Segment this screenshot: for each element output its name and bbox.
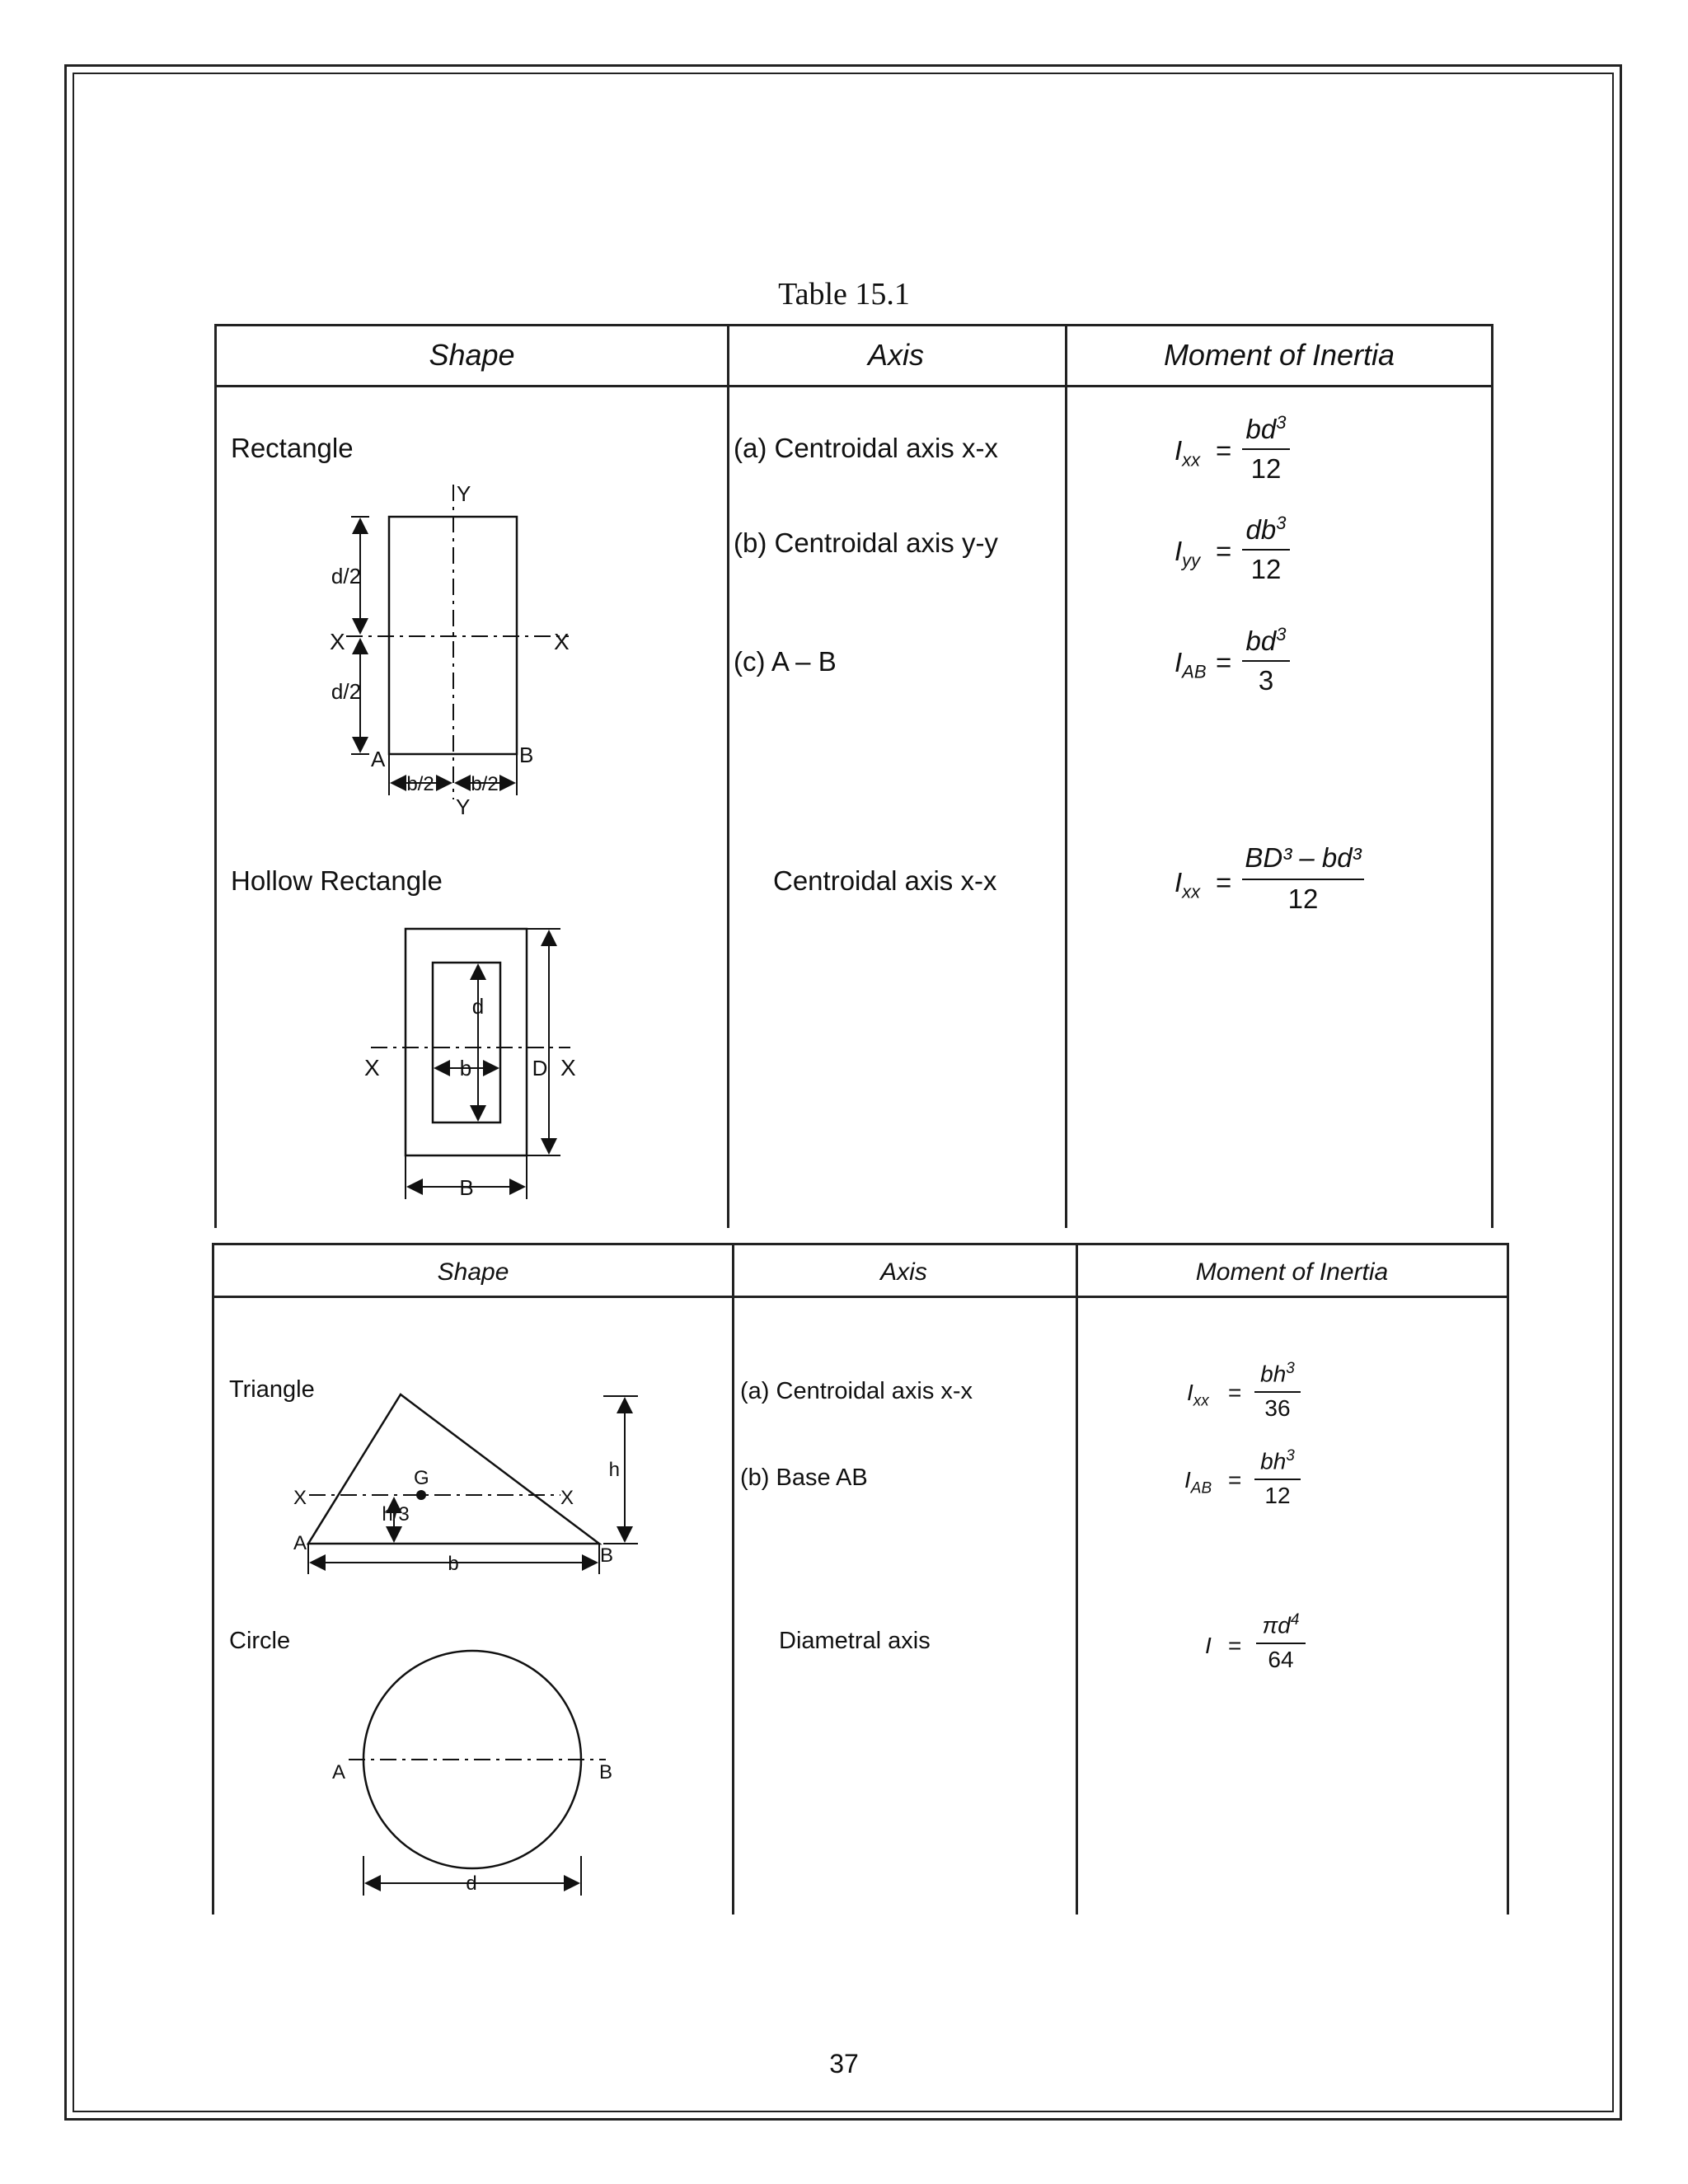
shape-name-triangle: Triangle bbox=[229, 1376, 315, 1403]
axis-label: Centroidal axis x-x bbox=[773, 865, 997, 896]
label-x-left: X bbox=[330, 629, 345, 654]
label-D: D bbox=[532, 1056, 548, 1080]
header-moment-of-inertia: Moment of Inertia bbox=[1195, 1258, 1389, 1286]
axis-label: (a) Centroidal axis x-x bbox=[740, 1378, 973, 1404]
formula-hollow-ixx: $I_{xx}$ = BD³ – bd³ 12 bbox=[1175, 842, 1364, 916]
label-a: A bbox=[293, 1532, 307, 1554]
label-B: B bbox=[459, 1175, 474, 1200]
label-x-right: X bbox=[560, 1487, 574, 1509]
header-axis: Axis bbox=[880, 1258, 927, 1286]
formula-ixx: $I_{xx}$ = $bd^3$ 12 bbox=[1175, 412, 1290, 486]
label-x-right: X bbox=[554, 629, 570, 654]
label-b: b bbox=[459, 1056, 472, 1080]
triangle-diagram bbox=[288, 1385, 651, 1582]
formula-iab: $I_{AB}$ = $bd^3$ 3 bbox=[1175, 624, 1290, 698]
label-h3: h/3 bbox=[382, 1503, 410, 1526]
hollow-rectangle-diagram bbox=[354, 923, 593, 1203]
axis-label: (c) A – B bbox=[734, 646, 837, 677]
label-b-vertex: B bbox=[600, 1544, 614, 1567]
column-divider bbox=[1065, 326, 1067, 1228]
label-d: d bbox=[471, 994, 485, 1019]
label-x-left: X bbox=[364, 1055, 380, 1080]
label-d2-upper: d/2 bbox=[331, 564, 362, 588]
label-b: b bbox=[448, 1553, 459, 1575]
axis-label: (a) Centroidal axis x-x bbox=[734, 433, 998, 463]
formula-triangle-iab: $I_{AB}$ = $bh^3$ 12 bbox=[1184, 1447, 1300, 1513]
page-number: 37 bbox=[829, 2049, 859, 2079]
label-a: A bbox=[332, 1761, 346, 1783]
shape-name-rectangle: Rectangle bbox=[231, 433, 354, 463]
axis-label: (b) Base AB bbox=[740, 1465, 868, 1491]
shape-name-hollow-rectangle: Hollow Rectangle bbox=[231, 865, 443, 896]
label-d: d bbox=[466, 1872, 477, 1895]
label-x-left: X bbox=[293, 1487, 307, 1509]
rectangle-diagram bbox=[321, 478, 593, 824]
label-y-bottom: Y bbox=[456, 794, 471, 819]
circle-diagram bbox=[326, 1648, 631, 1904]
shape-name-circle: Circle bbox=[229, 1628, 291, 1654]
label-b: B bbox=[599, 1761, 613, 1783]
header-shape: Shape bbox=[437, 1258, 509, 1286]
header-shape: Shape bbox=[429, 338, 515, 372]
label-h: h bbox=[608, 1459, 620, 1481]
formula-triangle-ixx: $I_{xx}$ = $bh^3$ 36 bbox=[1187, 1360, 1302, 1426]
column-divider bbox=[727, 326, 729, 1228]
formula-circle-i: I = $\pi d^4$ 64 bbox=[1205, 1611, 1312, 1677]
formula-iyy: $I_{yy}$ = $db^3$ 12 bbox=[1175, 513, 1290, 587]
axis-label: (b) Centroidal axis y-y bbox=[734, 527, 998, 558]
header-axis: Axis bbox=[867, 338, 924, 372]
column-divider bbox=[732, 1245, 734, 1915]
label-b2-left: b/2 bbox=[406, 773, 434, 795]
label-a: A bbox=[371, 747, 386, 771]
label-y-top: Y bbox=[457, 481, 471, 506]
label-g: G bbox=[414, 1467, 429, 1489]
column-divider bbox=[1076, 1245, 1078, 1915]
label-b2-right: b/2 bbox=[471, 773, 499, 795]
label-b: B bbox=[519, 743, 534, 767]
label-d2-lower: d/2 bbox=[331, 679, 362, 704]
axis-label: Diametral axis bbox=[779, 1628, 931, 1654]
header-moment-of-inertia: Moment of Inertia bbox=[1163, 338, 1395, 372]
label-x-right: X bbox=[560, 1055, 576, 1080]
table-caption: Table 15.1 bbox=[778, 277, 910, 312]
